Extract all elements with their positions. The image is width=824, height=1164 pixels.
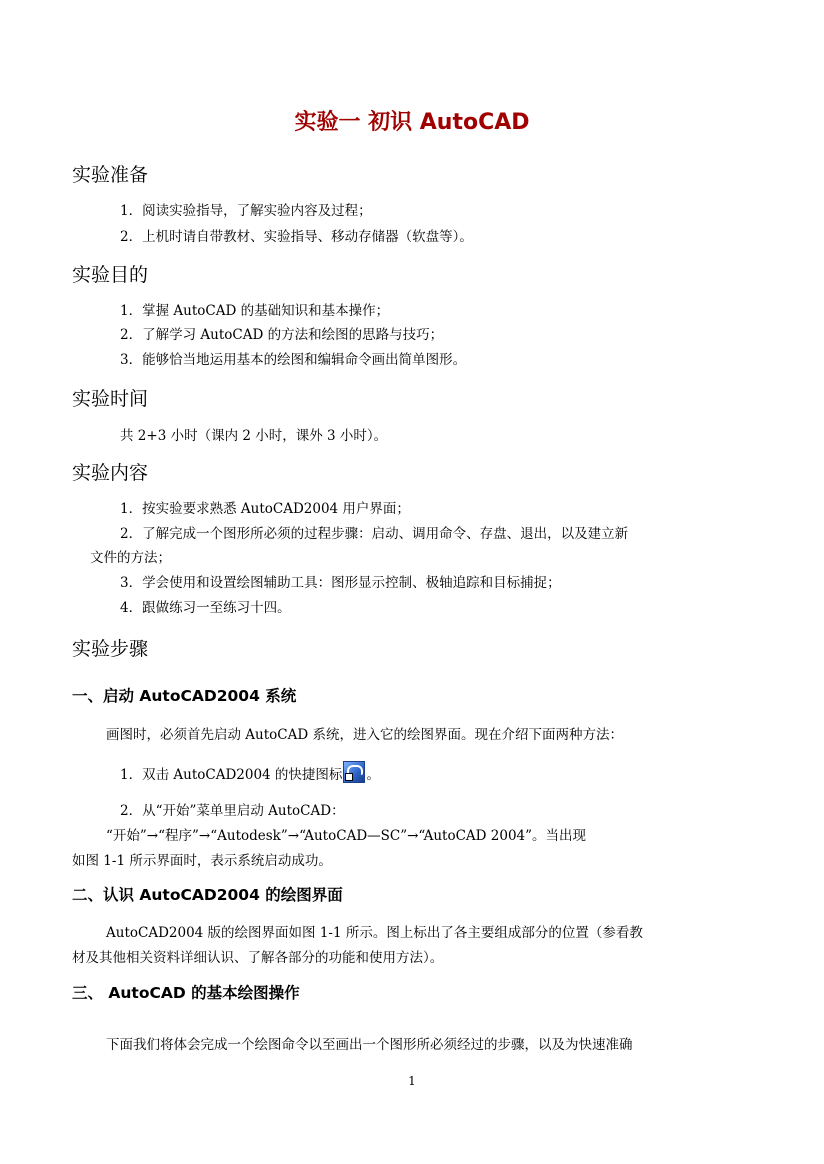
start-menu-path-tail: 如图 1-1 所示界面时，表示系统启动成功。 bbox=[72, 853, 332, 869]
purpose-item-3: 3．能够恰当地运用基本的绘图和编辑命令画出简单图形。 bbox=[120, 352, 467, 368]
content-item-3: 3．学会使用和设置绘图辅助工具：图形显示控制、极轴追踪和目标捕捉； bbox=[120, 575, 561, 591]
page-number: 1 bbox=[408, 1074, 416, 1088]
heading-purpose: 实验目的 bbox=[72, 264, 149, 286]
page-title: 实验一 初识 AutoCAD bbox=[294, 110, 530, 135]
interface-paragraph-1: AutoCAD2004 版的绘图界面如图 1-1 所示。图上标出了各主要组成部分的位置（参看教 bbox=[106, 925, 643, 941]
heading-steps: 实验步骤 bbox=[72, 638, 149, 660]
content-item-1: 1．按实验要求熟悉 AutoCAD2004 用户界面； bbox=[120, 501, 410, 517]
prep-item-1: 1．阅读实验指导，了解实验内容及过程； bbox=[120, 203, 372, 219]
start-method-1-end: 。 bbox=[366, 767, 380, 783]
content-item-2-cont: 文件的方法； bbox=[90, 550, 171, 566]
heading-time: 实验时间 bbox=[72, 388, 149, 410]
subheading-start: 一、启动 AutoCAD2004 系统 bbox=[72, 687, 297, 705]
interface-paragraph-2: 材及其他相关资料详细认识、了解各部分的功能和使用方法）。 bbox=[72, 950, 444, 966]
subheading-basic-ops: 三、 AutoCAD 的基本绘图操作 bbox=[72, 984, 300, 1002]
heading-content: 实验内容 bbox=[72, 462, 149, 484]
start-method-1-text: 1．双击 AutoCAD2004 的快捷图标 bbox=[120, 767, 343, 783]
autocad-shortcut-icon bbox=[343, 761, 365, 783]
purpose-item-1: 1．掌握 AutoCAD 的基础知识和基本操作； bbox=[120, 303, 390, 319]
content-item-4: 4．跟做练习一至练习十四。 bbox=[120, 600, 291, 616]
purpose-item-2: 2．了解学习 AutoCAD 的方法和绘图的思路与技巧； bbox=[120, 327, 444, 343]
time-text: 共 2+3 小时（课内 2 小时，课外 3 小时）。 bbox=[120, 428, 388, 444]
content-item-2: 2．了解完成一个图形所必须的过程步骤：启动、调用命令、存盘、退出，以及建立新 bbox=[120, 526, 629, 542]
start-paragraph: 画图时，必须首先启动 AutoCAD 系统，进入它的绘图界面。现在介绍下面两种方法： bbox=[106, 727, 623, 743]
start-method-2: 2．从“开始”菜单里启动 AutoCAD： bbox=[120, 803, 345, 819]
start-method-1 bbox=[120, 761, 380, 783]
prep-item-2: 2．上机时请自带教材、实验指导、移动存储器（软盘等）。 bbox=[120, 229, 473, 245]
basic-ops-paragraph: 下面我们将体会完成一个绘图命令以至画出一个图形所必须经过的步骤，以及为快速准确 bbox=[106, 1037, 633, 1053]
subheading-interface: 二、认识 AutoCAD2004 的绘图界面 bbox=[72, 886, 343, 904]
heading-prep: 实验准备 bbox=[72, 164, 149, 186]
start-menu-path: “开始”→“程序”→“Autodesk”→“AutoCAD—SC”→“AutoCAD 2004”。当出现 bbox=[106, 828, 587, 844]
